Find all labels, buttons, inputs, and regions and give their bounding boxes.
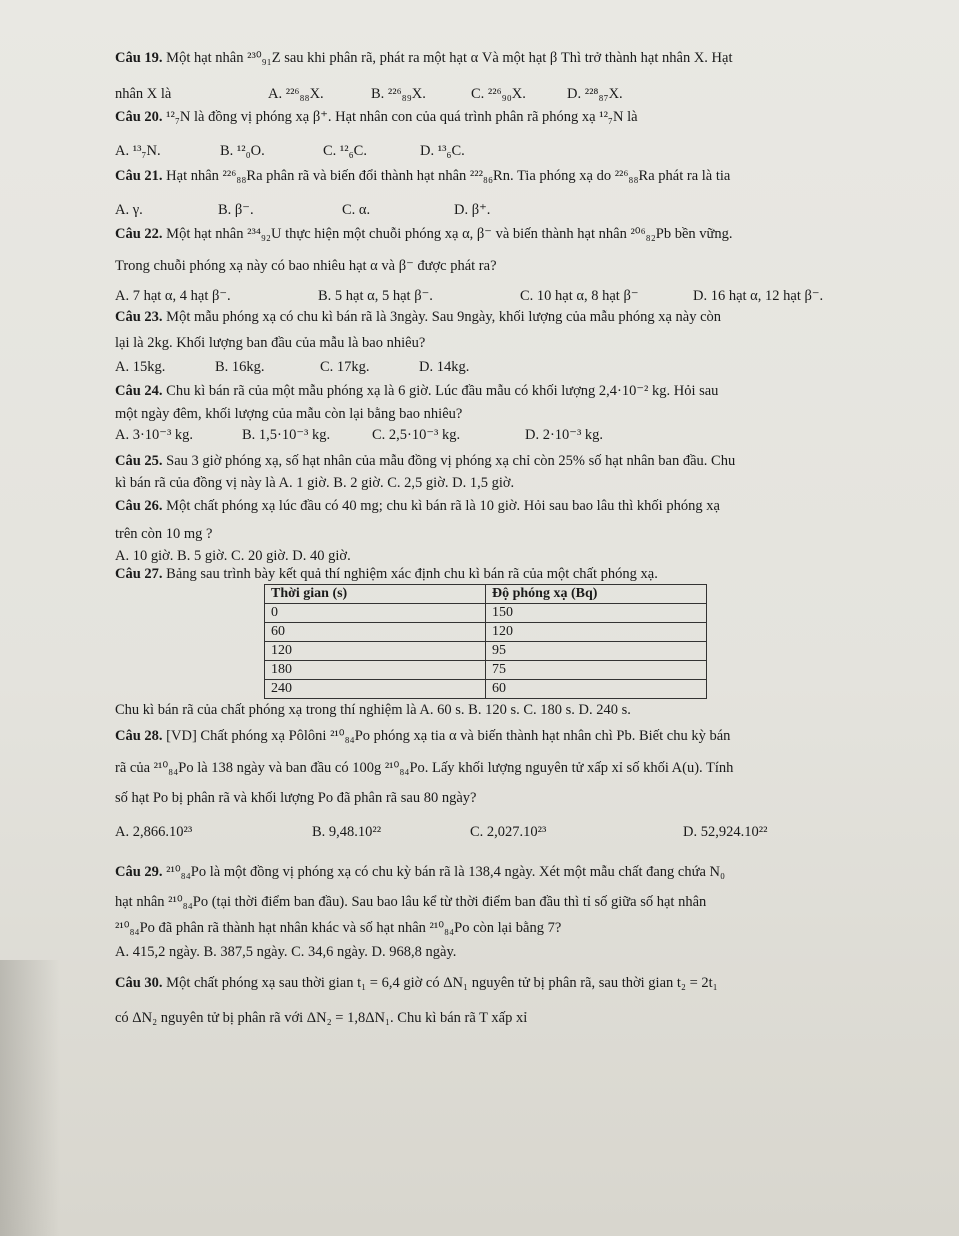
- table-cell: 120: [265, 642, 486, 661]
- q24-stem-cont: một ngày đêm, khối lượng của mẫu còn lại bằng bao nhiêu?: [115, 406, 463, 422]
- q30-stem: Câu 30. Một chất phóng xạ sau thời gian t₁ = 6,4 giờ có ΔN₁ nguyên tử bị phân rã, sau thời gian t₂ = 2t₁: [115, 975, 718, 991]
- q21-option-b[interactable]: B. β⁻.: [218, 202, 254, 218]
- table-cell: 240: [265, 680, 486, 699]
- table-header-row: [265, 585, 707, 604]
- q23-stem-cont: lại là 2kg. Khối lượng ban đầu của mẫu là bao nhiêu?: [115, 335, 426, 351]
- q27-stem: Câu 27. Bảng sau trình bày kết quả thí nghiệm xác định chu kì bán rã của một chất phóng xạ.: [115, 566, 658, 582]
- q22-stem-cont: Trong chuỗi phóng xạ này có bao nhiêu hạt α và β⁻ được phát ra?: [115, 258, 497, 274]
- q21-stem: Câu 21. Hạt nhân ²²⁶₈₈Ra phân rã và biến đổi thành hạt nhân ²²²₈₆Rn. Tia phóng xạ do ²²⁶₈₈Ra phát ra là tia: [115, 168, 731, 184]
- table-cell: 150: [486, 604, 707, 623]
- q30-stem-cont: có ΔN₂ nguyên tử bị phân rã với ΔN₂ = 1,8ΔN₁. Chu kì bán rã T xấp xỉ: [115, 1010, 528, 1026]
- q28-option-d[interactable]: D. 52,924.10²²: [683, 824, 768, 840]
- q28-option-a[interactable]: A. 2,866.10²³: [115, 824, 193, 840]
- q22-option-c[interactable]: C. 10 hạt α, 8 hạt β⁻: [520, 288, 639, 304]
- table-header: Độ phóng xạ (Bq): [486, 585, 707, 604]
- table-cell: 180: [265, 661, 486, 680]
- q19-stem: Câu 19. Một hạt nhân ²³⁰₉₁Z sau khi phân rã, phát ra một hạt α Và một hạt β Thì trở thành hạt nhân X. Hạt: [115, 50, 733, 66]
- table-cell: 95: [486, 642, 707, 661]
- q25-options[interactable]: kì bán rã của đồng vị này là A. 1 giờ. B. 2 giờ. C. 2,5 giờ. D. 1,5 giờ.: [115, 475, 515, 491]
- table-row: [265, 661, 707, 680]
- q21-option-d[interactable]: D. β⁺.: [454, 202, 491, 218]
- q28-stem: Câu 28. [VD] Chất phóng xạ Pôlôni ²¹⁰₈₄Po phóng xạ tia α và biến thành hạt nhân chì Pb. Biết chu kỳ bán: [115, 728, 731, 744]
- q21-option-c[interactable]: C. α.: [342, 202, 371, 218]
- decay-table: [264, 584, 707, 699]
- q23-option-c[interactable]: C. 17kg.: [320, 359, 370, 375]
- q23-option-b[interactable]: B. 16kg.: [215, 359, 265, 375]
- q24-option-d[interactable]: D. 2·10⁻³ kg.: [525, 427, 604, 443]
- q24-option-a[interactable]: A. 3·10⁻³ kg.: [115, 427, 194, 443]
- q28-stem-cont2: số hạt Po bị phân rã và khối lượng Po đã phân rã sau 80 ngày?: [115, 790, 477, 806]
- q19-option-c[interactable]: C. ²²⁶₉₀X.: [471, 86, 526, 102]
- page-shadow: [0, 960, 60, 1236]
- table-row: [265, 623, 707, 642]
- q26-stem-cont: trên còn 10 mg ?: [115, 526, 213, 542]
- q20-option-c[interactable]: C. ¹²₆C.: [323, 143, 367, 159]
- q19-stem-cont: nhân X là: [115, 86, 172, 102]
- q19-option-b[interactable]: B. ²²⁶₈₉X.: [371, 86, 426, 102]
- q20-option-a[interactable]: A. ¹³₇N.: [115, 143, 161, 159]
- q19-option-a[interactable]: A. ²²⁶₈₈X.: [268, 86, 324, 102]
- q20-stem: Câu 20. ¹²₇N là đồng vị phóng xạ β⁺. Hạt nhân con của quá trình phân rã phóng xạ ¹²₇N là: [115, 109, 638, 125]
- q21-option-a[interactable]: A. γ.: [115, 202, 143, 218]
- q22-stem: Câu 22. Một hạt nhân ²³⁴₉₂U thực hiện một chuỗi phóng xạ α, β⁻ và biến thành hạt nhân ²⁰⁶₈₂Pb bền vững.: [115, 226, 733, 242]
- q22-option-b[interactable]: B. 5 hạt α, 5 hạt β⁻.: [318, 288, 433, 304]
- q26-options[interactable]: A. 10 giờ. B. 5 giờ. C. 20 giờ. D. 40 giờ.: [115, 548, 351, 564]
- q19-option-d[interactable]: D. ²²⁸₈₇X.: [567, 86, 623, 102]
- table-row: [265, 604, 707, 623]
- q20-option-b[interactable]: B. ¹²₀O.: [220, 143, 265, 159]
- table-cell: 60: [265, 623, 486, 642]
- q29-options[interactable]: A. 415,2 ngày. B. 387,5 ngày. C. 34,6 ngày. D. 968,8 ngày.: [115, 944, 457, 960]
- q23-option-a[interactable]: A. 15kg.: [115, 359, 166, 375]
- q24-option-c[interactable]: C. 2,5·10⁻³ kg.: [372, 427, 461, 443]
- q28-option-b[interactable]: B. 9,48.10²²: [312, 824, 382, 840]
- table-cell: 0: [265, 604, 486, 623]
- q27-options[interactable]: Chu kì bán rã của chất phóng xạ trong thí nghiệm là A. 60 s. B. 120 s. C. 180 s. D. 240 s.: [115, 702, 631, 718]
- q23-stem: Câu 23. Một mẫu phóng xạ có chu kì bán rã là 3ngày. Sau 9ngày, khối lượng của mẫu phóng xạ này còn: [115, 309, 722, 325]
- table-row: [265, 680, 707, 699]
- q22-option-d[interactable]: D. 16 hạt α, 12 hạt β⁻.: [693, 288, 824, 304]
- q29-stem-cont2: ²¹⁰₈₄Po đã phân rã thành hạt nhân khác và số hạt nhân ²¹⁰₈₄Po còn lại bằng 7?: [115, 920, 562, 936]
- q28-option-c[interactable]: C. 2,027.10²³: [470, 824, 547, 840]
- q22-option-a[interactable]: A. 7 hạt α, 4 hạt β⁻.: [115, 288, 231, 304]
- q23-option-d[interactable]: D. 14kg.: [419, 359, 470, 375]
- q28-stem-cont: rã của ²¹⁰₈₄Po là 138 ngày và ban đầu có 100g ²¹⁰₈₄Po. Lấy khối lượng nguyên tử xấp xỉ số khối A(u). Tính: [115, 760, 734, 776]
- table-header: Thời gian (s): [265, 585, 486, 604]
- table-cell: 120: [486, 623, 707, 642]
- q24-stem: Câu 24. Chu kì bán rã của một mẫu phóng xạ là 6 giờ. Lúc đầu mẫu có khối lượng 2,4·10⁻² kg. Hỏi sau: [115, 383, 719, 399]
- q26-stem: Câu 26. Một chất phóng xạ lúc đầu có 40 mg; chu kì bán rã là 10 giờ. Hỏi sau bao lâu thì khối phóng xạ: [115, 498, 720, 514]
- q29-stem-cont: hạt nhân ²¹⁰₈₄Po (tại thời điểm ban đầu). Sau bao lâu kể từ thời điểm ban đầu thì tỉ số giữa số hạt nhân: [115, 894, 707, 910]
- table-cell: 60: [486, 680, 707, 699]
- q25-stem: Câu 25. Sau 3 giờ phóng xạ, số hạt nhân của mẫu đồng vị phóng xạ chỉ còn 25% số hạt nhân ban đầu. Chu: [115, 453, 736, 469]
- table-cell: 75: [486, 661, 707, 680]
- q29-stem: Câu 29. ²¹⁰₈₄Po là một đồng vị phóng xạ có chu kỳ bán rã là 138,4 ngày. Xét một mẫu chất đang chứa N₀: [115, 864, 726, 880]
- q24-option-b[interactable]: B. 1,5·10⁻³ kg.: [242, 427, 331, 443]
- table-row: [265, 642, 707, 661]
- q20-option-d[interactable]: D. ¹³₆C.: [420, 143, 465, 159]
